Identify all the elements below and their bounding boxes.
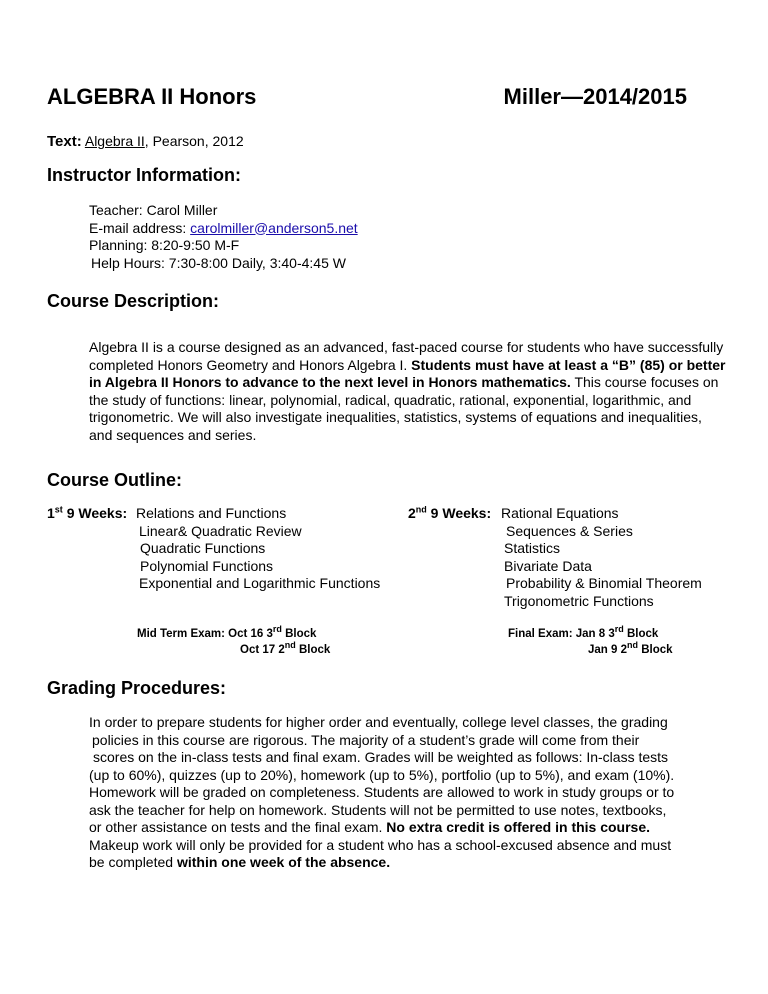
list-item: Bivariate Data — [504, 557, 592, 574]
final-line-1: Final Exam: Jan 8 3rd Block — [508, 624, 659, 640]
midterm-exam — [137, 626, 330, 658]
email-link[interactable]: carolmiller@anderson5.net — [190, 219, 358, 236]
grading-line: be completed within one week of the absence. — [89, 854, 391, 870]
textbook-label: Text: — [47, 133, 82, 150]
instructor-heading: Instructor Information: — [47, 165, 241, 185]
list-item: Statistics — [504, 540, 561, 556]
q2-topic-list — [501, 505, 702, 610]
grading-line: (up to 60%), quizzes (up to 20%), homework (up to 5%), portfolio (up to 5%), and exam (10%). — [89, 766, 675, 783]
textbook-title: Algebra II — [84, 133, 145, 149]
list-item: Linear& Quadratic Review — [139, 522, 302, 539]
grading-heading: Grading Procedures: — [47, 678, 227, 698]
list-item: Quadratic Functions — [140, 540, 266, 556]
grading-line: policies in this course are rigorous. The majority of a student’s grade will come from their — [92, 731, 640, 748]
description-paragraph — [89, 339, 729, 444]
grading-line: or other assistance on tests and the final exam. No extra credit is offered in this course. — [89, 819, 651, 835]
textbook-line — [47, 133, 244, 150]
course-title: ALGEBRA II Honors — [47, 84, 257, 109]
list-item: Exponential and Logarithmic Functions — [139, 575, 381, 591]
grading-line: In order to prepare students for higher order and eventually, college level classes, the grading — [89, 714, 668, 730]
q2-label: 2nd 9 Weeks: — [408, 504, 492, 521]
list-item: Rational Equations — [501, 505, 619, 521]
list-item: Sequences & Series — [506, 522, 633, 539]
grading-line: Homework will be graded on completeness. Students are allowed to work in study groups or to — [89, 784, 675, 800]
email-label: E-mail address: — [89, 219, 191, 236]
description-heading: Course Description: — [47, 291, 220, 311]
final-line-2: Jan 9 2nd Block — [588, 640, 673, 656]
midterm-line-2: Oct 17 2nd Block — [240, 640, 331, 656]
planning-line: Planning: 8:20-9:50 M-F — [89, 237, 240, 253]
textbook-publisher: , Pearson, 2012 — [144, 133, 244, 149]
description-text-2: This course focuses on the study of functions: linear, polynomial, radical, quadratic, rational, exponential, logarithmic, and trigonometric. We will also investigate inequalities, statistics, systems of equations and inequalities, and sequences and series. — [89, 374, 719, 443]
grading-line: Makeup work will only be provided for a student who has a school-excused absence and must — [89, 836, 672, 853]
grading-line: scores on the in-class tests and final exam. Grades will be weighted as follows: In-class tests — [93, 749, 669, 765]
description-bold: Students must have at least a “B” (85) or better in Algebra II Honors to advance to the next level in Honors mathematics. — [89, 356, 726, 390]
q1-label: 1st 9 Weeks: — [47, 504, 128, 521]
grading-paragraph — [89, 714, 674, 872]
q1-topic-list — [136, 505, 380, 593]
help-hours-line: Help Hours: 7:30-8:00 Daily, 3:40-4:45 W — [91, 254, 346, 271]
midterm-line-1: Mid Term Exam: Oct 16 3rd Block — [137, 624, 317, 640]
list-item: Polynomial Functions — [140, 557, 274, 574]
description-text-1: Algebra II is a course designed as an advanced, fast-paced course for students who have successfully completed Honors Geometry and Honors Algebra I. — [89, 339, 724, 373]
email-line — [89, 220, 358, 238]
list-item: Relations and Functions — [136, 505, 287, 521]
list-item: Probability & Binomial Theorem — [506, 575, 702, 591]
instructor-info — [89, 202, 358, 272]
outline-heading: Course Outline: — [47, 470, 183, 490]
list-item: Trigonometric Functions — [504, 592, 654, 609]
final-exam — [508, 626, 673, 658]
teacher-year: Miller—2014/2015 — [503, 84, 687, 109]
grading-line: ask the teacher for help on homework. Students will not be permitted to use notes, textbooks, — [89, 801, 667, 818]
teacher-name: Teacher: Carol Miller — [89, 202, 218, 218]
